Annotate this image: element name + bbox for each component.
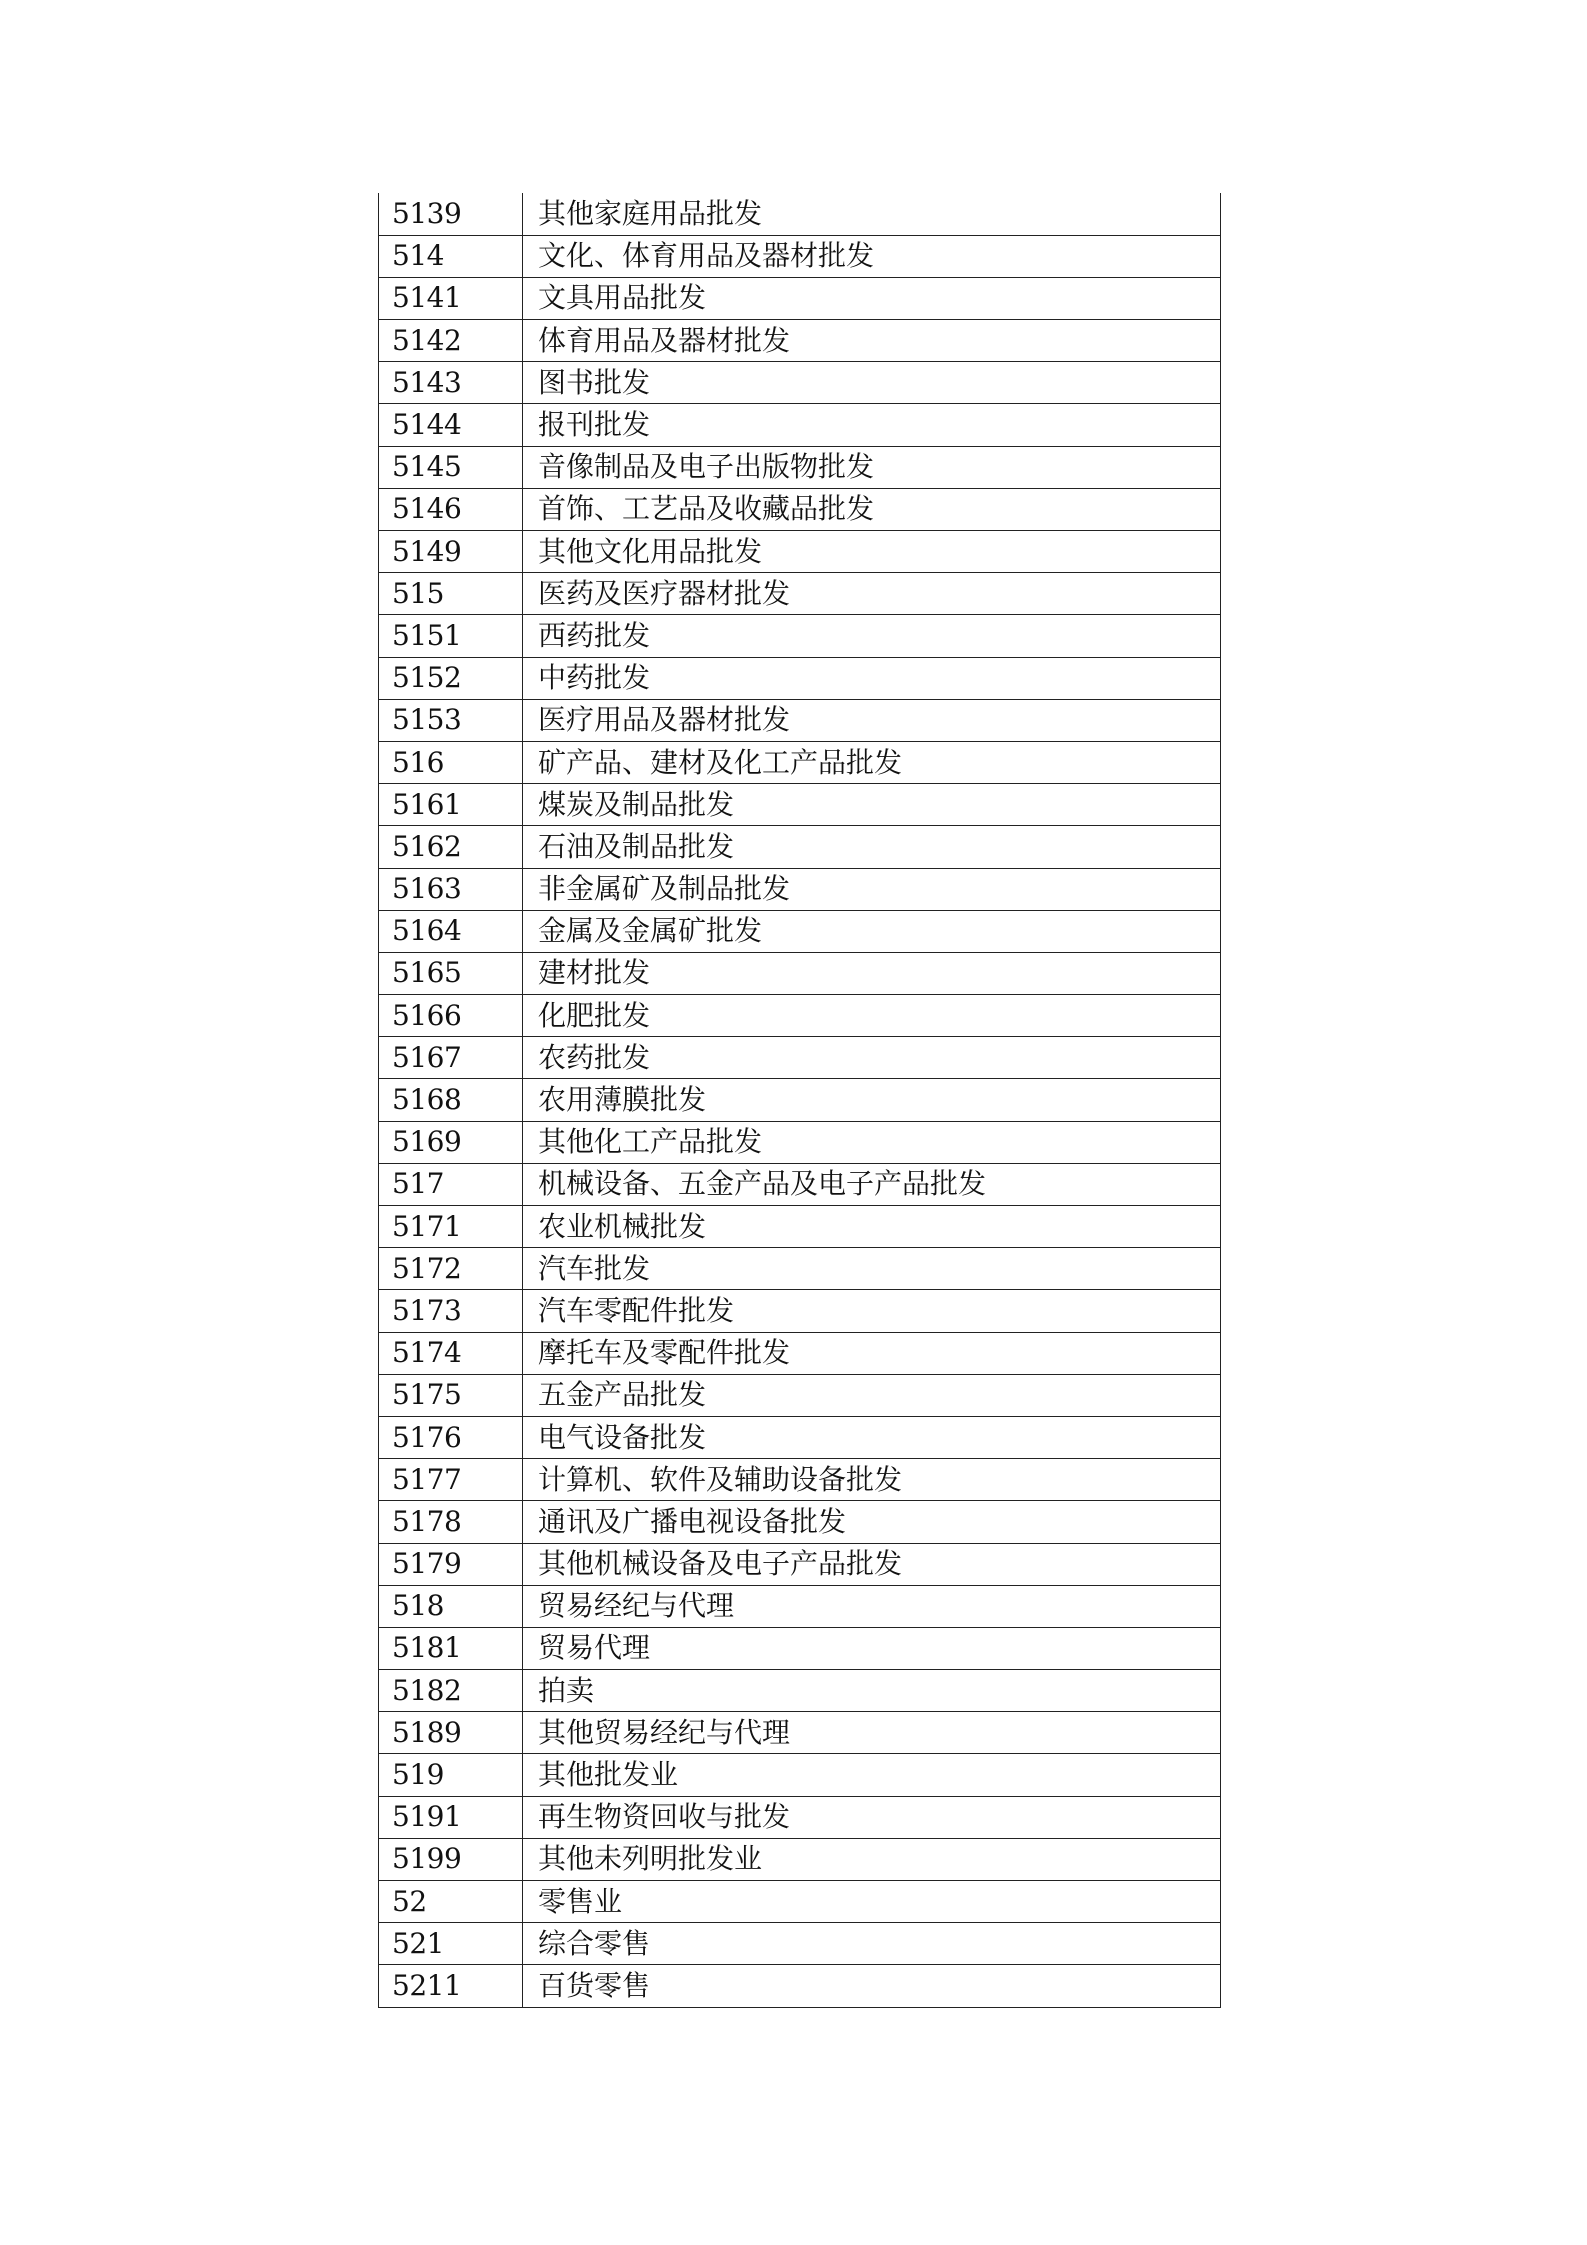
table-row (379, 868, 1221, 910)
table-row (379, 910, 1221, 952)
table-row (379, 1416, 1221, 1458)
table-row (379, 446, 1221, 488)
industry-name-cell: 中药批发 (523, 657, 1221, 699)
industry-name-cell: 石油及制品批发 (523, 826, 1221, 868)
table-row (379, 1037, 1221, 1079)
industry-code-cell: 5143 (379, 362, 523, 404)
industry-name-cell: 西药批发 (523, 615, 1221, 657)
table-row (379, 952, 1221, 994)
industry-name-cell: 计算机、软件及辅助设备批发 (523, 1459, 1221, 1501)
table-row (379, 1670, 1221, 1712)
table-row (379, 1754, 1221, 1796)
industry-code-cell: 5168 (379, 1079, 523, 1121)
industry-code-cell: 516 (379, 741, 523, 783)
industry-name-cell: 非金属矿及制品批发 (523, 868, 1221, 910)
industry-code-cell: 5152 (379, 657, 523, 699)
industry-name-cell: 综合零售 (523, 1923, 1221, 1965)
industry-name-cell: 零售业 (523, 1881, 1221, 1923)
industry-code-cell: 5149 (379, 531, 523, 573)
table-row (379, 1796, 1221, 1838)
table-row (379, 1712, 1221, 1754)
industry-code-cell: 5199 (379, 1838, 523, 1880)
industry-code-cell: 5141 (379, 277, 523, 319)
industry-code-cell: 5189 (379, 1712, 523, 1754)
industry-name-cell: 摩托车及零配件批发 (523, 1332, 1221, 1374)
table-row (379, 1838, 1221, 1880)
industry-code-cell: 5169 (379, 1121, 523, 1163)
industry-code-cell: 5182 (379, 1670, 523, 1712)
industry-name-cell: 金属及金属矿批发 (523, 910, 1221, 952)
table-row (379, 826, 1221, 868)
industry-code-cell: 518 (379, 1585, 523, 1627)
industry-name-cell: 电气设备批发 (523, 1416, 1221, 1458)
industry-code-cell: 5163 (379, 868, 523, 910)
industry-code-cell: 5176 (379, 1416, 523, 1458)
table-row (379, 1374, 1221, 1416)
industry-name-cell: 其他贸易经纪与代理 (523, 1712, 1221, 1754)
industry-name-cell: 音像制品及电子出版物批发 (523, 446, 1221, 488)
industry-name-cell: 文具用品批发 (523, 277, 1221, 319)
industry-name-cell: 其他化工产品批发 (523, 1121, 1221, 1163)
industry-code-cell: 5146 (379, 488, 523, 530)
industry-name-cell: 农业机械批发 (523, 1206, 1221, 1248)
table-row (379, 488, 1221, 530)
table-row (379, 362, 1221, 404)
industry-code-cell: 5174 (379, 1332, 523, 1374)
industry-code-cell: 5172 (379, 1248, 523, 1290)
table-row (379, 1079, 1221, 1121)
table-row (379, 657, 1221, 699)
industry-name-cell: 贸易经纪与代理 (523, 1585, 1221, 1627)
industry-code-cell: 515 (379, 573, 523, 615)
industry-name-cell: 百货零售 (523, 1965, 1221, 2007)
table-row (379, 1206, 1221, 1248)
industry-code-cell: 5177 (379, 1459, 523, 1501)
industry-code-cell: 5151 (379, 615, 523, 657)
industry-code-cell: 5139 (379, 193, 523, 235)
industry-name-cell: 农用薄膜批发 (523, 1079, 1221, 1121)
industry-code-cell: 514 (379, 235, 523, 277)
table-row (379, 1923, 1221, 1965)
industry-name-cell: 通讯及广播电视设备批发 (523, 1501, 1221, 1543)
industry-code-cell: 5179 (379, 1543, 523, 1585)
industry-code-cell: 521 (379, 1923, 523, 1965)
table-row (379, 1543, 1221, 1585)
table-row (379, 1459, 1221, 1501)
industry-name-cell: 其他批发业 (523, 1754, 1221, 1796)
table-row (379, 193, 1221, 235)
table-row (379, 1585, 1221, 1627)
industry-name-cell: 文化、体育用品及器材批发 (523, 235, 1221, 277)
industry-code-cell: 5161 (379, 784, 523, 826)
industry-code-cell: 5191 (379, 1796, 523, 1838)
industry-name-cell: 五金产品批发 (523, 1374, 1221, 1416)
industry-name-cell: 其他家庭用品批发 (523, 193, 1221, 235)
industry-name-cell: 图书批发 (523, 362, 1221, 404)
industry-code-cell: 5162 (379, 826, 523, 868)
industry-code-cell: 5167 (379, 1037, 523, 1079)
industry-name-cell: 医疗用品及器材批发 (523, 699, 1221, 741)
industry-name-cell: 农药批发 (523, 1037, 1221, 1079)
industry-code-cell: 5153 (379, 699, 523, 741)
industry-code-table (378, 193, 1221, 2008)
industry-code-cell: 5178 (379, 1501, 523, 1543)
industry-code-cell: 517 (379, 1163, 523, 1205)
table-row (379, 1501, 1221, 1543)
table-row (379, 1881, 1221, 1923)
industry-code-cell: 5166 (379, 995, 523, 1037)
table-row (379, 320, 1221, 362)
table-row (379, 1163, 1221, 1205)
table-row (379, 1332, 1221, 1374)
industry-code-cell: 5173 (379, 1290, 523, 1332)
table-row (379, 277, 1221, 319)
industry-name-cell: 拍卖 (523, 1670, 1221, 1712)
table-row (379, 995, 1221, 1037)
industry-name-cell: 再生物资回收与批发 (523, 1796, 1221, 1838)
industry-name-cell: 机械设备、五金产品及电子产品批发 (523, 1163, 1221, 1205)
industry-name-cell: 汽车零配件批发 (523, 1290, 1221, 1332)
industry-name-cell: 其他未列明批发业 (523, 1838, 1221, 1880)
table-row (379, 1248, 1221, 1290)
industry-code-cell: 5171 (379, 1206, 523, 1248)
industry-name-cell: 煤炭及制品批发 (523, 784, 1221, 826)
industry-name-cell: 体育用品及器材批发 (523, 320, 1221, 362)
industry-name-cell: 报刊批发 (523, 404, 1221, 446)
table-row (379, 699, 1221, 741)
industry-code-cell: 5211 (379, 1965, 523, 2007)
industry-name-cell: 贸易代理 (523, 1627, 1221, 1669)
industry-name-cell: 矿产品、建材及化工产品批发 (523, 741, 1221, 783)
table-row (379, 1290, 1221, 1332)
industry-code-cell: 5144 (379, 404, 523, 446)
industry-code-cell: 519 (379, 1754, 523, 1796)
table-row (379, 531, 1221, 573)
table-row (379, 404, 1221, 446)
industry-name-cell: 首饰、工艺品及收藏品批发 (523, 488, 1221, 530)
industry-name-cell: 汽车批发 (523, 1248, 1221, 1290)
industry-name-cell: 其他机械设备及电子产品批发 (523, 1543, 1221, 1585)
table-row (379, 1627, 1221, 1669)
industry-code-cell: 5164 (379, 910, 523, 952)
table-row (379, 615, 1221, 657)
industry-name-cell: 化肥批发 (523, 995, 1221, 1037)
table-row (379, 573, 1221, 615)
industry-name-cell: 医药及医疗器材批发 (523, 573, 1221, 615)
industry-name-cell: 建材批发 (523, 952, 1221, 994)
industry-name-cell: 其他文化用品批发 (523, 531, 1221, 573)
table-row (379, 235, 1221, 277)
table-body (379, 193, 1221, 2007)
industry-code-cell: 5145 (379, 446, 523, 488)
industry-code-cell: 5142 (379, 320, 523, 362)
table-row (379, 1965, 1221, 2007)
table-row (379, 741, 1221, 783)
table-row (379, 1121, 1221, 1163)
industry-code-cell: 5175 (379, 1374, 523, 1416)
industry-code-cell: 5181 (379, 1627, 523, 1669)
table-row (379, 784, 1221, 826)
industry-code-cell: 5165 (379, 952, 523, 994)
industry-code-cell: 52 (379, 1881, 523, 1923)
